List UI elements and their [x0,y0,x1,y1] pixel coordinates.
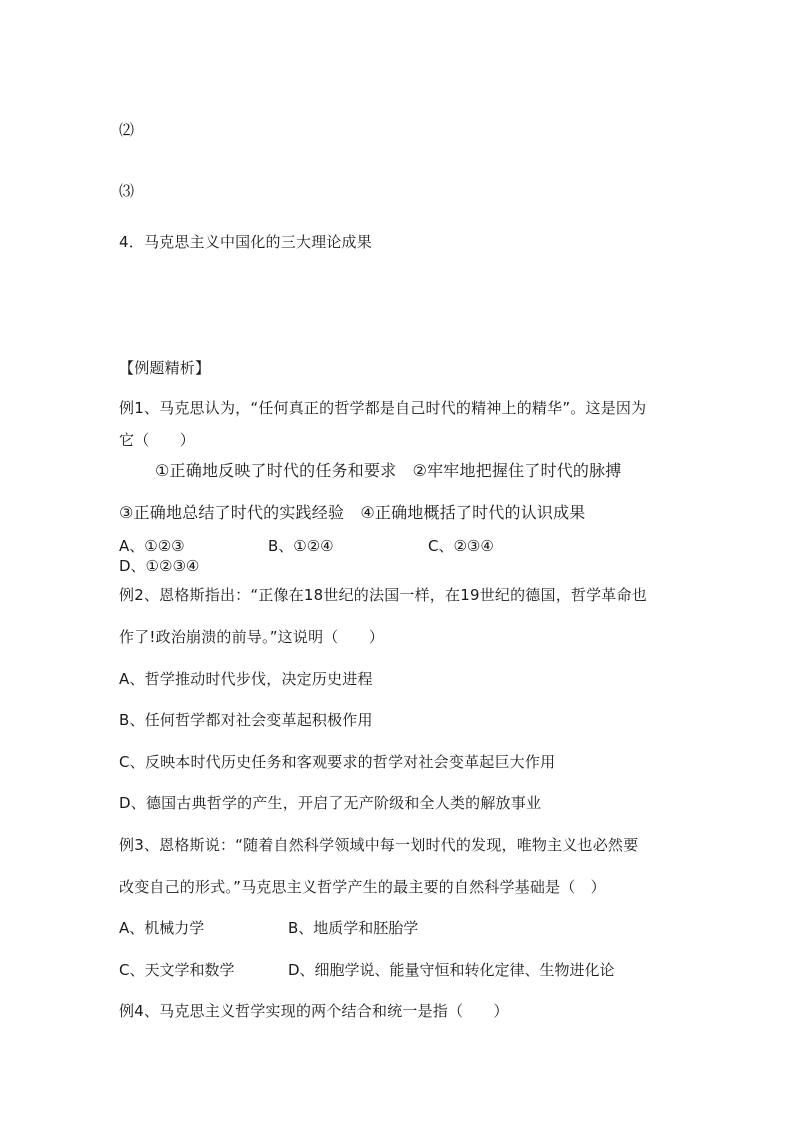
q2-option-d: D、德国古典哲学的产生，开启了无产阶级和全人类的解放事业 [119,794,542,812]
q2-option-c: C、反映本时代历史任务和客观要求的哲学对社会变革起巨大作用 [119,753,556,771]
outline-item-3: ⑶ [119,182,135,200]
q3-option-a: A、机械力学 [119,919,205,937]
section-heading: 【例题精析】 [119,359,211,377]
outline-item-2: ⑵ [119,121,135,139]
q2-stem-line-1: 例2、恩格斯指出：“正像在18世纪的法国一样，在19世纪的德国，哲学革命也 [119,586,647,604]
q1-option-d: D、①②③④ [119,557,200,575]
q3-stem-line-2: 改变自己的形式。”马克思主义哲学产生的最主要的自然科学基础是（ ） [119,878,606,896]
q3-option-d: D、细胞学说、能量守恒和转化定律、生物进化论 [288,961,615,979]
q3-option-c: C、天文学和数学 [119,961,235,979]
q1-stem-line-2: 它（ ） [119,431,196,449]
q1-choice-line-2: ③正确地总结了时代的实践经验 ④正确地概括了时代的认识成果 [119,503,586,522]
q1-option-a: A、①②③ [119,537,185,555]
q3-option-b: B、地质学和胚胎学 [288,919,419,937]
q2-option-b: B、任何哲学都对社会变革起积极作用 [119,711,373,729]
q1-choice-line-1: ①正确地反映了时代的任务和要求 ②牢牢地把握住了时代的脉搏 [155,461,622,480]
q2-option-a: A、哲学推动时代步伐，决定历史进程 [119,670,373,688]
q2-stem-line-2: 作了!政治崩溃的前导。”这说明（ ） [119,628,385,646]
q3-stem-line-1: 例3、恩格斯说：“随着自然科学领域中每一划时代的发现，唯物主义也必然要 [119,836,639,854]
q1-stem-line-1: 例1、马克思认为，“任何真正的哲学都是自己时代的精神上的精华”。这是因为 [119,399,647,417]
q1-option-c: C、②③④ [428,537,494,555]
q4-stem-line-1: 例4、马克思主义哲学实现的两个结合和统一是指（ ） [119,1002,509,1020]
q1-option-b: B、①②④ [268,537,334,555]
outline-item-4: 4．马克思主义中国化的三大理论成果 [119,233,372,251]
